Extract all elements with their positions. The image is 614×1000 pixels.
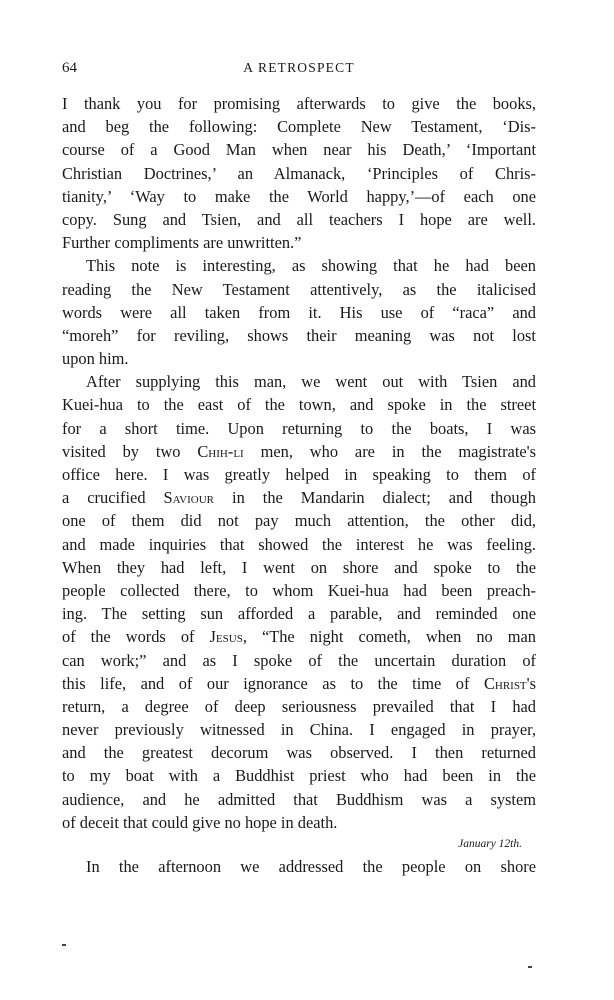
text-line: can work;” and as I spoke of the uncertain duration of [62, 650, 536, 670]
text-line: of the words of Jesus, “The night cometh, when no man [62, 627, 536, 647]
date-heading: January 12th. [458, 838, 522, 850]
text-line: Kuei-hua to the east of the town, and spoke in the street [62, 395, 536, 415]
text-line: and the greatest decorum was observed. I then returned [62, 743, 536, 763]
text-line: This note is interesting, as showing that he had been [86, 256, 536, 276]
body-text [62, 92, 536, 878]
small-caps-term: Chih-li [197, 441, 244, 461]
page-header [62, 60, 536, 80]
text-line: visited by two Chih-li men, who are in the magistrate's [62, 441, 536, 461]
text-line: this life, and of our ignorance as to the time of Christ's [62, 673, 536, 693]
text-line: and beg the following: Complete New Testament, ‘Dis- [62, 117, 536, 137]
small-caps-term: Christ [483, 673, 527, 693]
text-line: “moreh” for reviling, shows their meaning was not lost [62, 325, 536, 345]
print-speck [62, 944, 66, 946]
text-line: When they had left, I went on shore and spoke to the [62, 557, 536, 577]
text-line: course of a Good Man when near his Death,’ ‘Important [62, 140, 536, 160]
text-line: return, a degree of deep seriousness prevailed that I had [62, 696, 536, 716]
text-line: never previously witnessed in China. I engaged in prayer, [62, 720, 536, 740]
print-speck [528, 966, 532, 968]
text-line: to my boat with a Buddhist priest who had been in the [62, 766, 536, 786]
text-line: tianity,’ ‘Way to make the World happy,’—of each one [62, 186, 536, 206]
text-line: ing. The setting sun afforded a parable, and reminded one [62, 604, 536, 624]
text-line: one of them did not pay much attention, the other did, [62, 511, 536, 531]
text-line: audience, and he admitted that Buddhism was a system [62, 789, 536, 809]
text-line: reading the New Testament attentively, as the italicised [62, 279, 536, 299]
small-caps-term: Saviour [163, 488, 215, 508]
text-line: and made inquiries that showed the interest he was feeling. [62, 534, 536, 554]
text-line: upon him. [62, 349, 129, 369]
text-line: office here. I was greatly helped in speaking to them of [62, 465, 536, 484]
small-caps-term: Jesus [209, 627, 243, 647]
text-line: of deceit that could give no hope in death. [62, 812, 338, 832]
text-line: a crucified Saviour in the Mandarin dialect; and though [62, 488, 536, 508]
text-line: Christian Doctrines,’ an Almanack, ‘Principles of Chris- [62, 163, 536, 183]
text-line: I thank you for promising afterwards to give the books, [62, 94, 536, 113]
text-line: Further compliments are unwritten.” [62, 233, 302, 253]
running-head: A RETROSPECT [243, 60, 355, 75]
text-line: copy. Sung and Tsien, and all teachers I hope are well. [62, 209, 536, 229]
text-line: After supplying this man, we went out with Tsien and [86, 372, 536, 392]
text-line: In the afternoon we addressed the people on shore [86, 857, 536, 876]
text-line: people collected there, to whom Kuei-hua had been preach- [62, 580, 536, 600]
page-number: 64 [62, 60, 77, 76]
text-line: words were all taken from it. His use of “raca” and [62, 302, 536, 322]
text-line: for a short time. Upon returning to the boats, I was [62, 418, 536, 438]
